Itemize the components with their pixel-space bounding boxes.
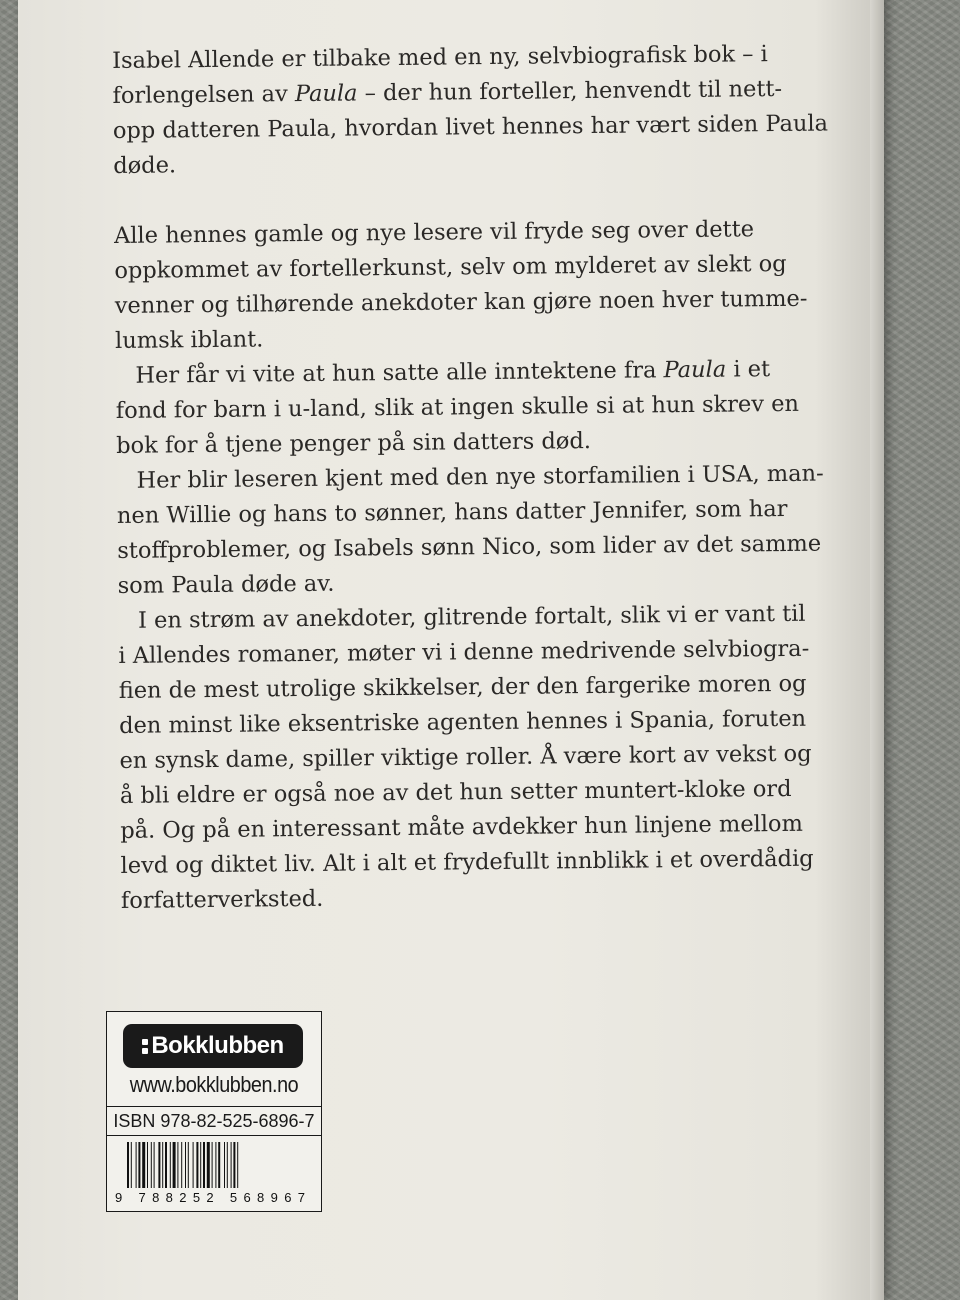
text-line: opp datteren Paula, hvordan livet hennes har vært siden Paula (112, 110, 829, 144)
barcode-bar (170, 1142, 171, 1188)
barcode-bar (151, 1142, 152, 1188)
barcode-bar (173, 1142, 176, 1188)
text-line: fond for barn i u-land, slik at ingen skulle si at hun skrev en (115, 390, 800, 424)
barcode-digits: 9 788252 568967 (115, 1190, 305, 1205)
publisher-label (106, 1011, 322, 1212)
text-line: Isabel Allende er tilbake med en ny, selvbiografisk bok – i (112, 41, 768, 74)
text-line: Her blir leseren kjent med den nye storfamilien i USA, man- (136, 460, 824, 494)
barcode-bar (203, 1142, 205, 1188)
barcode (113, 1140, 313, 1206)
barcode-bar (224, 1142, 225, 1188)
text-line: å bli eldre er også noe av det hun setter muntert-kloke ord (119, 775, 792, 809)
barcode-bar (237, 1142, 238, 1188)
text-line: venner og tilhørende anekdoter kan gjøre noen hver tumme- (114, 285, 808, 319)
text-line: forfatterverksted. (120, 885, 324, 914)
paragraph-1 (112, 37, 829, 184)
text-line: bok for å tjene penger på sin datters død. (116, 428, 592, 459)
book-spine-edge (870, 0, 884, 1300)
text-line: i Allendes romaner, møter vi i denne medrivende selvbiogra- (118, 635, 810, 669)
paragraph-2 (114, 212, 815, 359)
book-title-italic: Paula (663, 356, 727, 384)
barcode-bar (165, 1142, 167, 1188)
text-line: døde. (113, 152, 177, 179)
text-line: fien de mest utrolige skikkelser, der den fargerike moren og (118, 670, 807, 704)
barcode-bar (215, 1142, 216, 1188)
barcode-bar (162, 1142, 163, 1188)
text-line: lumsk iblant. (114, 326, 264, 354)
blurb-text (112, 37, 829, 919)
logo-mark-icon (142, 1039, 148, 1054)
text-line: I en strøm av anekdoter, glitrende fortalt, slik vi er vant til (137, 600, 806, 634)
barcode-bar (200, 1142, 201, 1188)
barcode-bar (212, 1142, 213, 1188)
text-line: Alle hennes gamle og nye lesere vil fryde seg over dette (113, 216, 755, 249)
barcode-bar (231, 1142, 232, 1188)
barcode-bar (138, 1142, 140, 1188)
barcode-bar (185, 1142, 186, 1188)
text-line: forlengelsen av Paula – der hun forteller, henvendt til nett- (112, 75, 783, 109)
text-line: levd og diktet liv. Alt i alt et frydefullt innblikk i et overdådig (120, 845, 814, 879)
paragraph-3 (115, 352, 816, 464)
text-line: Her får vi vite at hun satte alle inntektene fra Paula i et (135, 356, 771, 389)
barcode-bar (188, 1142, 189, 1188)
text-line: som Paula døde av. (117, 570, 335, 599)
text-line: nen Willie og hans to sønner, hans datter Jennifer, som har (116, 495, 788, 529)
text-line: stoffproblemer, og Isabels sønn Nico, som lider av det samme (117, 530, 822, 564)
barcode-bar (147, 1142, 148, 1188)
barcode-bar (142, 1142, 145, 1188)
barcode-bar (233, 1142, 235, 1188)
barcode-bar (218, 1142, 220, 1188)
barcode-bar (154, 1142, 155, 1188)
barcode-bar (207, 1142, 210, 1188)
text-line: den minst like eksentriske agenten hennes i Spania, foruten (119, 705, 807, 739)
isbn-text: ISBN 978-82-525-6896-7 (107, 1106, 321, 1136)
barcode-bar (158, 1142, 160, 1188)
text-line: oppkommet av fortellerkunst, selv om mylderet av slekt og (114, 250, 787, 284)
barcode-bar (196, 1142, 198, 1188)
barcode-bar (131, 1142, 132, 1188)
text-line: på. Og på en interessant måte avdekker hun linjene mellom (120, 810, 803, 844)
barcode-bar (181, 1142, 182, 1188)
book-title-italic: Paula (294, 80, 358, 108)
barcode-bar (227, 1142, 228, 1188)
barcode-bar (136, 1142, 137, 1188)
barcode-bar (127, 1142, 129, 1188)
barcode-bar (177, 1142, 178, 1188)
brand-name: Bokklubben (151, 1032, 284, 1059)
paragraph-5 (118, 597, 821, 919)
text-line: en synsk dame, spiller viktige roller. Å være kort av vekst og (119, 740, 812, 774)
bokklubben-logo (123, 1024, 303, 1068)
barcode-bar (193, 1142, 194, 1188)
paragraph-4 (116, 457, 824, 604)
website-url: www.bokklubben.no (129, 1072, 299, 1097)
